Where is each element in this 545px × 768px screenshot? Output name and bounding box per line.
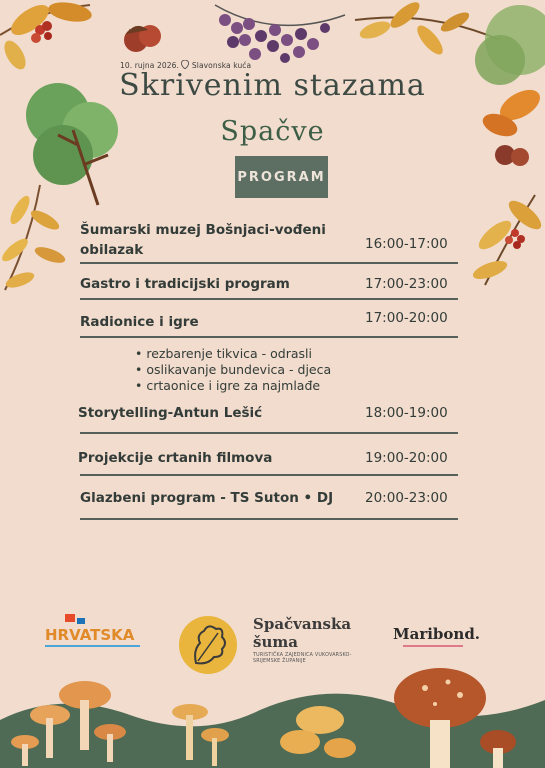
list-item: • crtaonice i igre za najmlađe xyxy=(135,378,331,394)
program-item-time: 17:00-23:00 xyxy=(365,276,448,292)
berries-icon xyxy=(205,0,355,65)
program-item-name xyxy=(80,220,326,260)
hrvatska-logo-mark-icon xyxy=(45,614,145,654)
hrvatska-logo-text: HRVATSKA xyxy=(45,626,135,644)
program-item-time: 20:00-23:00 xyxy=(365,490,448,506)
program-row xyxy=(80,436,458,476)
program-badge: PROGRAM xyxy=(235,156,328,198)
page-subtitle: Spačve xyxy=(220,116,325,147)
page-title: Skrivenim stazama xyxy=(119,68,426,103)
event-location: Slavonska kuća xyxy=(191,61,252,70)
maribond-logo-text: Maribond. xyxy=(393,625,481,643)
spacvanska-name-line2: šuma xyxy=(253,633,298,651)
program-item-name-line1: Šumarski muzej Bošnjaci-vođeni xyxy=(80,222,326,238)
acorn-icon xyxy=(118,10,168,60)
program-item-name: Glazbeni program - TS Suton • DJ xyxy=(80,490,334,506)
program-item-time: 16:00-17:00 xyxy=(365,236,448,252)
program-row xyxy=(80,478,458,520)
program-row xyxy=(80,218,458,264)
program-row xyxy=(80,300,458,338)
list-item: • rezbarenje tikvica - odrasli xyxy=(135,346,331,362)
spacvanska-name xyxy=(253,615,373,651)
workshop-list xyxy=(135,346,331,394)
program-row xyxy=(80,264,458,300)
hrvatska-logo xyxy=(45,614,145,658)
program-row xyxy=(80,398,458,434)
program-item-time: 19:00-20:00 xyxy=(365,450,448,466)
leaf-branch-left-icon xyxy=(0,180,80,300)
event-date: 10. rujna 2026. xyxy=(120,61,179,70)
maribond-logo xyxy=(393,625,480,647)
hill-and-mushrooms-icon xyxy=(0,660,545,768)
program-item-time: 18:00-19:00 xyxy=(365,405,448,421)
program-item-name: Radionice i igre xyxy=(80,314,199,330)
list-item: • oslikavanje bundevica - djeca xyxy=(135,362,331,378)
spacvanska-tagline: TURISTIČKA ZAJEDNICA VUKOVARSKO-SRIJEMSKE ŽUPANIJE xyxy=(253,653,352,664)
maribond-underline xyxy=(403,645,463,647)
program-item-name: Projekcije crtanih filmova xyxy=(78,450,273,466)
spacvanska-name-line1: Spačvanska xyxy=(253,615,352,633)
program-item-name: Storytelling-Antun Lešić xyxy=(78,405,263,421)
program-item-name-line2: obilazak xyxy=(80,242,144,258)
program-item-name: Gastro i tradicijski program xyxy=(80,276,290,292)
program-item-time: 17:00-20:00 xyxy=(365,310,448,326)
